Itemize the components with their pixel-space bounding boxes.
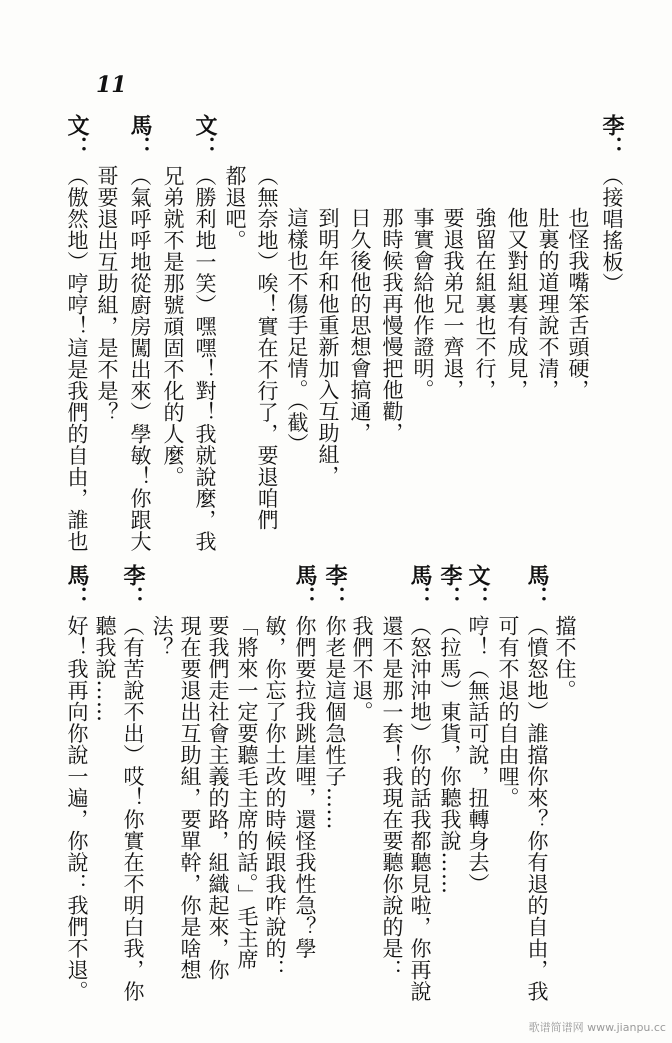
text-column: （拉馬）東貨，你聽我說…… <box>438 615 462 895</box>
text-column: 可有不退的自由哩。 <box>496 615 520 809</box>
text-column: 哼！（無話可說，扭轉身去） <box>466 615 490 895</box>
text-column: 要我們走社會主義的路，組織起來，你 <box>206 615 230 981</box>
text-column: 他又對組裏有成見， <box>505 207 529 401</box>
text-column: 也怪我嘴笨舌頭硬， <box>566 207 590 401</box>
text-column: 那時候我再慢慢把他勸， <box>380 207 404 444</box>
speaker-label: 馬： <box>292 564 318 608</box>
speaker-label: 馬： <box>407 564 433 608</box>
text-column: 強留在組裏也不行， <box>473 207 497 401</box>
text-column: 到明年和他重新加入互助組， <box>316 207 340 487</box>
text-column: 事實會給他作證明。 <box>411 207 435 401</box>
text-column: （怒沖沖地）你的話我都聽見啦，你再說 <box>408 615 432 1002</box>
text-column: （勝利地一笑）嘿嘿！對！我就說麼，我 <box>193 165 217 552</box>
text-column: （氣呼呼地從廚房闖出來）學敏！你跟大 <box>128 165 152 552</box>
speaker-label: 文： <box>465 564 491 608</box>
text-column: （憤怒地）誰擋你來？你有退的自由，我 <box>525 615 549 1002</box>
text-column: 敏，你忘了你土改的時候跟我咋說的： <box>263 615 287 981</box>
text-column: 日久後他的思想會搞通， <box>348 207 372 444</box>
speaker-label: 馬： <box>524 564 550 608</box>
text-column: 要退我弟兄一齊退， <box>441 207 465 401</box>
text-column: （無奈地）唉！實在不行了，要退咱們 <box>255 165 279 531</box>
text-column: 這樣也不傷手足情。（截） <box>285 207 309 455</box>
page-number: 11 <box>96 72 127 98</box>
text-column: （接唱搖板） <box>600 165 624 294</box>
text-column: 兄弟就不是那號頑固不化的人麼。 <box>161 165 185 488</box>
speaker-label: 馬： <box>127 114 153 158</box>
speaker-label: 李： <box>322 564 348 608</box>
text-column: 現在要退出互助組，要單幹，你是啥想 <box>178 615 202 981</box>
text-column: 「將來一定要聽毛主席的話。」毛主席 <box>235 615 259 970</box>
text-column: 我們不退。 <box>350 615 374 723</box>
text-column: 好！我再向你說一遍，你說：我們不退。 <box>65 615 89 1002</box>
text-column: 你們要拉我跳崖哩，還怪我性急？學 <box>293 615 317 959</box>
text-column: （有苦說不出）哎！你實在不明白我，你 <box>121 615 145 1002</box>
text-column: 哥要退出互助組，是不是？ <box>95 165 119 423</box>
text-column: 肚裏的道理說不清， <box>536 207 560 401</box>
text-column: （傲然地）哼哼！這是我們的自由，誰也 <box>65 165 89 552</box>
text-column: 你老是這個急性子…… <box>323 615 347 830</box>
watermark: 歌谱简谱网 www.jianpu.cc <box>528 1021 666 1034</box>
speaker-label: 馬： <box>64 564 90 608</box>
speaker-label: 李： <box>599 114 625 158</box>
speaker-label: 文： <box>192 114 218 158</box>
text-column: 聽我說…… <box>93 615 117 723</box>
text-column: 還不是那一套！我現在要聽你說的是： <box>380 615 404 981</box>
text-column: 法？ <box>150 615 174 658</box>
text-column: 都退吧。 <box>223 165 247 251</box>
speaker-label: 李： <box>437 564 463 608</box>
text-column: 擋不住。 <box>553 615 577 701</box>
speaker-label: 李： <box>120 564 146 608</box>
speaker-label: 文： <box>64 114 90 158</box>
